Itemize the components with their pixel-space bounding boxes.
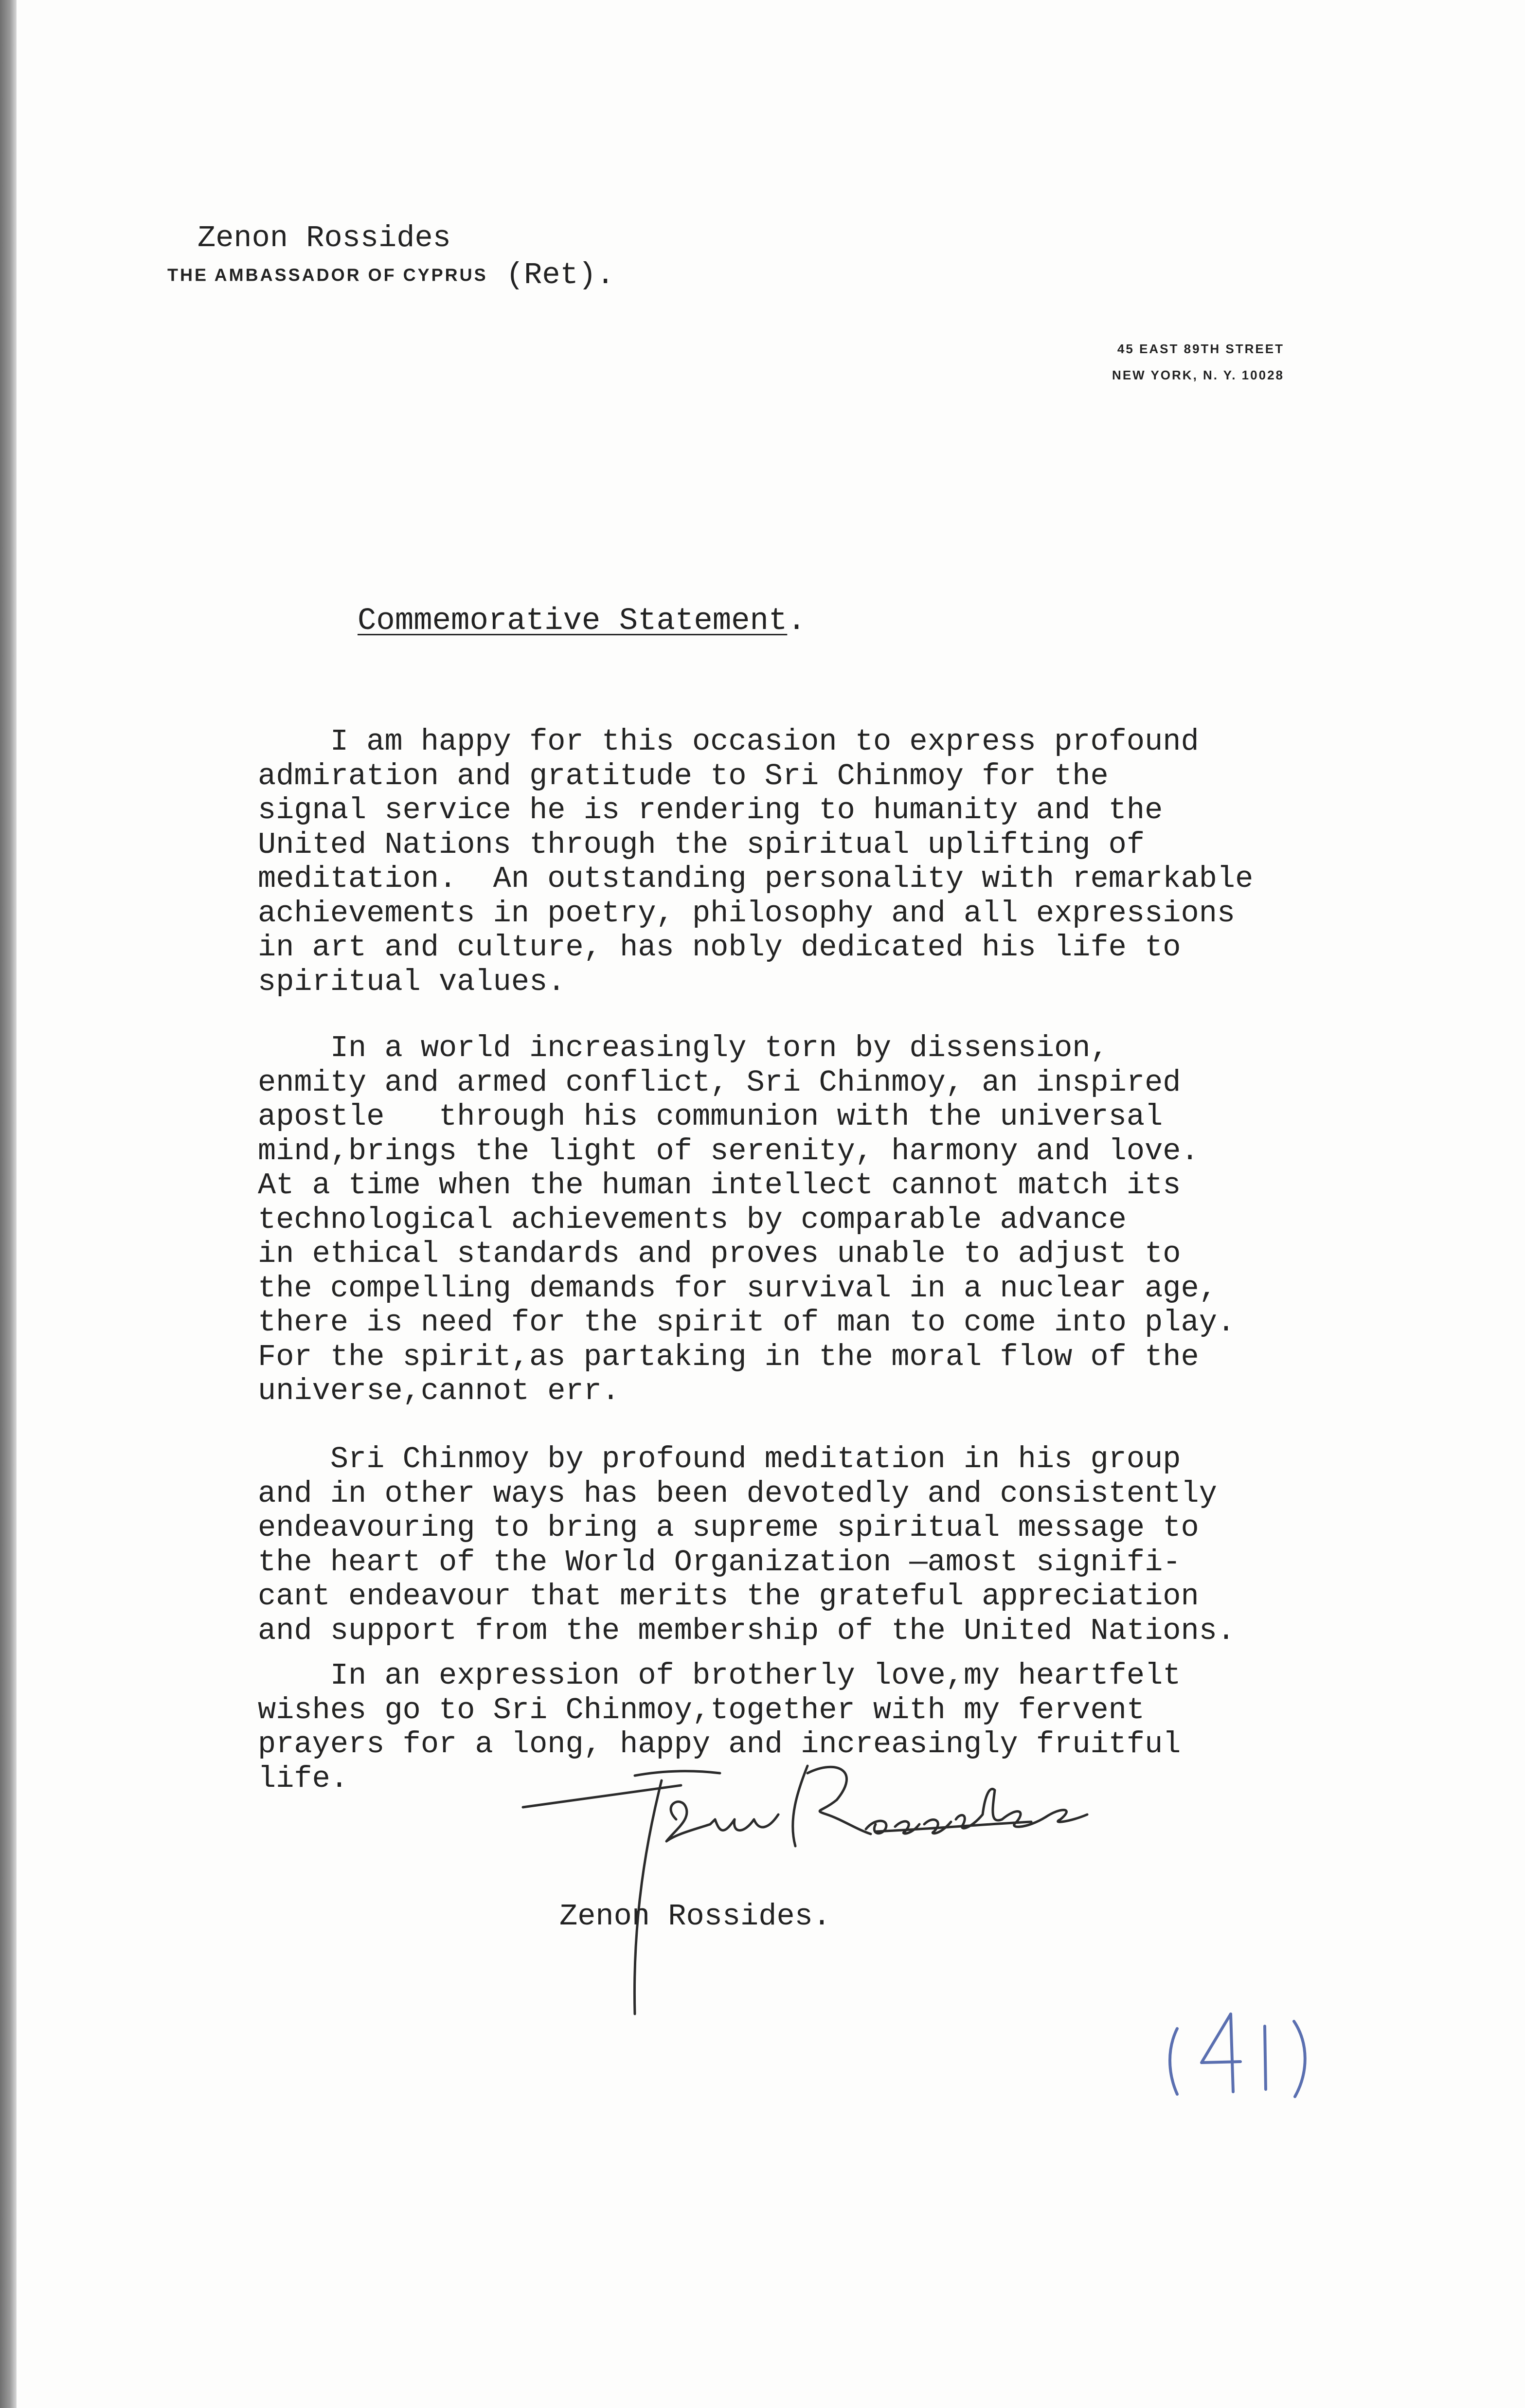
paragraph-1: I am happy for this occasion to express profound admiration and gratitude to Sri Chinmoy for the signal service he is rendering to humanity and the United Nations through the spiritual uplifting of meditation. An outstanding personality with remarkable achievements in poetry, philosophy and all expressions in art and culture, has nobly dedicated his life to spiritual values.	[258, 724, 1254, 999]
address-line-1: 45 EAST 89TH STREET	[1117, 341, 1284, 356]
sender-title-suffix: (Ret).	[487, 258, 615, 292]
address-line-2: NEW YORK, N. Y. 10028	[1112, 368, 1284, 382]
sender-address	[992, 336, 1284, 388]
handwritten-signature	[516, 1761, 1119, 2024]
scan-edge-shadow	[0, 0, 17, 2408]
handwritten-page-number	[1163, 2009, 1318, 2102]
sender-title	[167, 258, 614, 292]
sender-name: Zenon Rossides	[197, 221, 451, 255]
paragraph-2: In a world increasingly torn by dissension, enmity and armed conflict, Sri Chinmoy, an inspired apostle through his communion with the universal mind,brings the light of serenity, harmony and love. At a time when the human intellect cannot match its technological achievements by comparable advance in ethical standards and proves unable to adjust to the compelling demands for survival in a nuclear age, there is need for the spirit of man to come into play. For the spirit,as partaking in the moral flow of the universe,cannot err.	[258, 1031, 1236, 1408]
document-title-period: .	[787, 604, 806, 639]
document-title	[358, 601, 806, 642]
paragraph-4: In an expression of brotherly love,my heartfelt wishes go to Sri Chinmoy,together with my fervent prayers for a long, happy and increasingly fruitful life.	[258, 1658, 1181, 1796]
sender-title-caps: THE AMBASSADOR OF CYPRUS	[167, 265, 488, 285]
typed-signatory-name: Zenon Rossides.	[559, 1899, 831, 1934]
document-title-text: Commemorative Statement	[358, 604, 788, 639]
paragraph-3: Sri Chinmoy by profound meditation in his group and in other ways has been devotedly and consistently endeavouring to bring a supreme spiritual message to the heart of the World Organization —amost signifi- cant endeavour that merits the grateful appreciation and support from the membership of the United Nations.	[258, 1442, 1236, 1648]
